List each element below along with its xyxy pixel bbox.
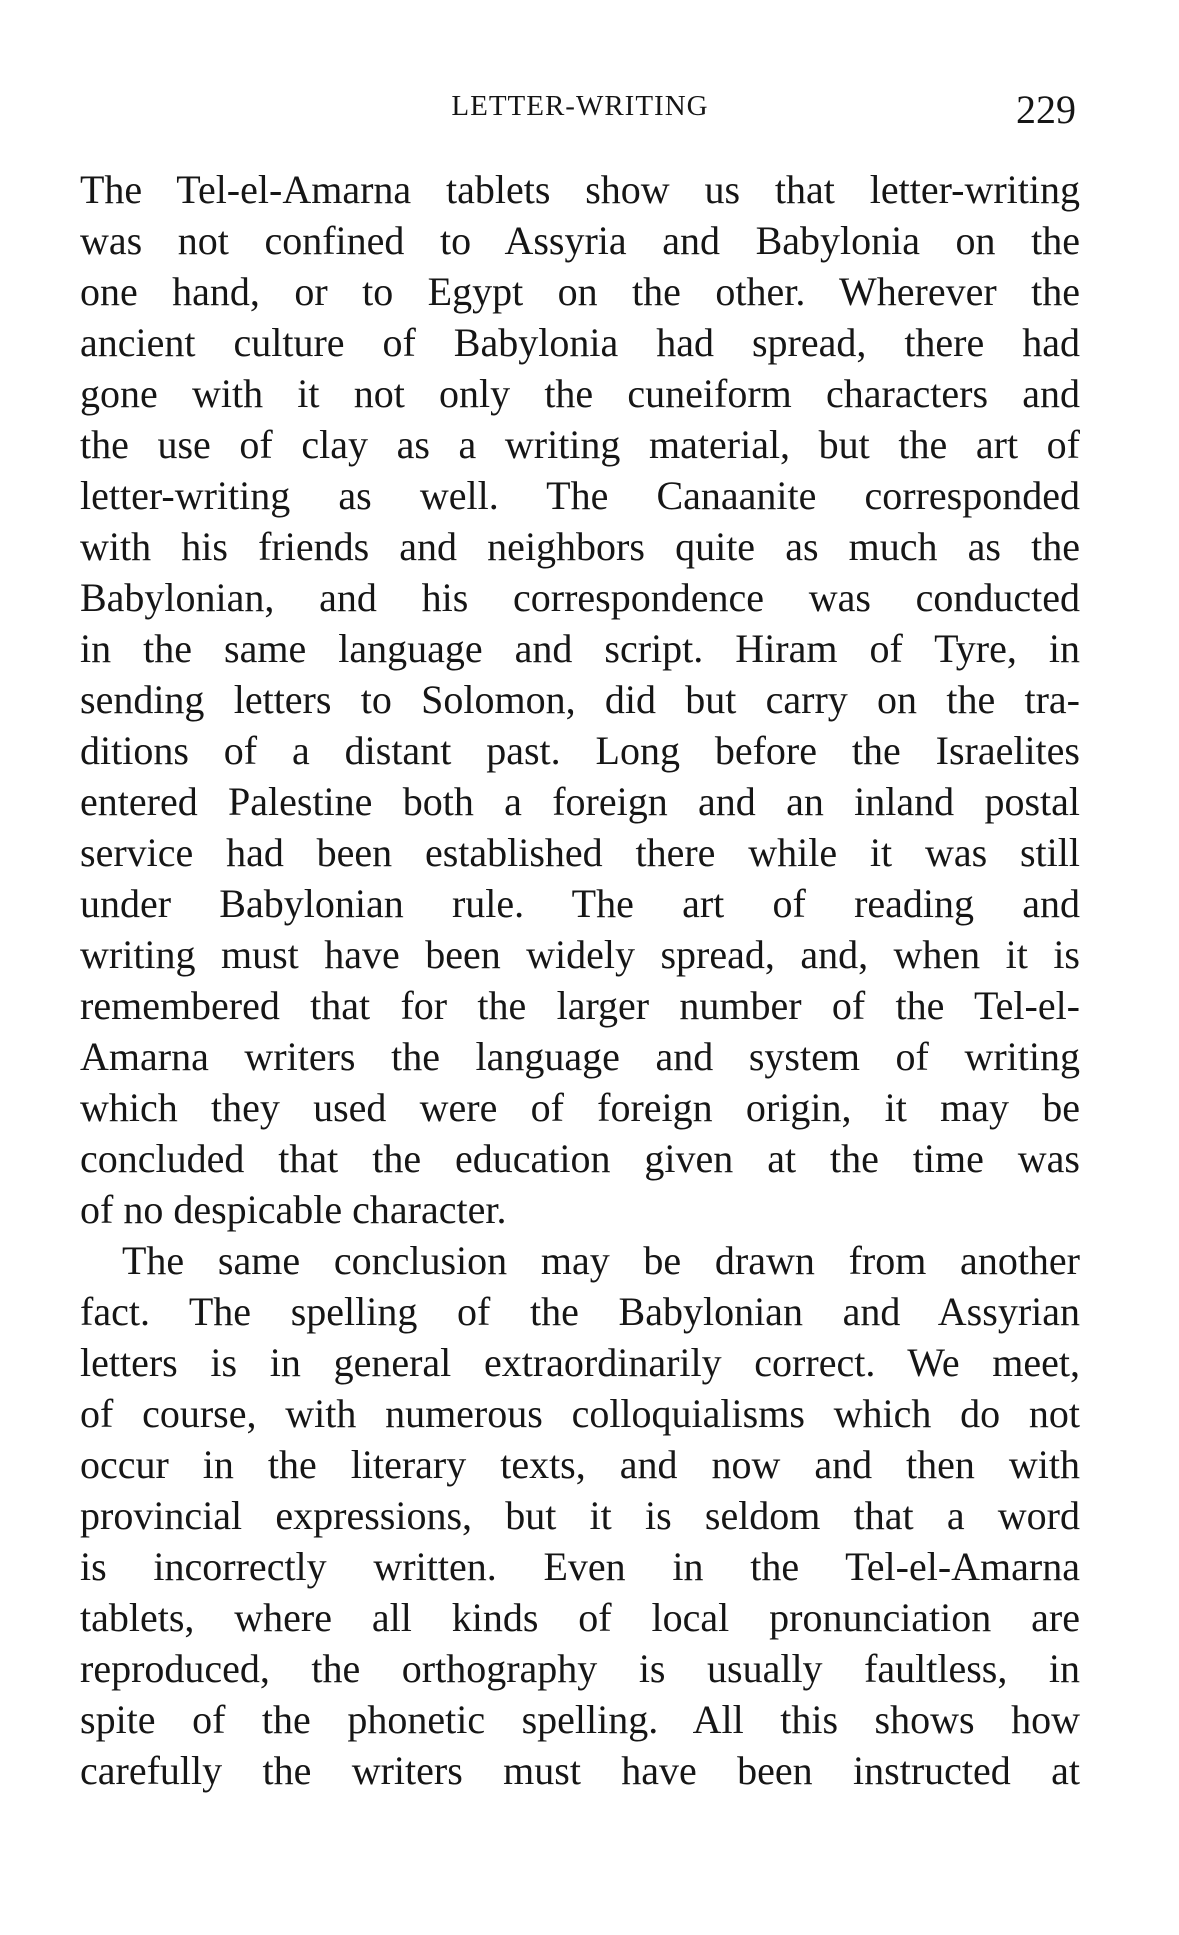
text-line: letter-writing as well. The Canaanite corresponded [80, 473, 1080, 518]
page-number: 229 [1016, 87, 1076, 132]
text-line: service had been established there while it was still [80, 830, 1080, 875]
text-line: of course, with numerous colloquialisms which do not [80, 1391, 1080, 1436]
text-line: letters is in general extraordinarily correct. We meet, [80, 1340, 1080, 1385]
running-head [80, 86, 1080, 136]
text-line: ditions of a distant past. Long before the Israelites [80, 728, 1080, 773]
text-line: sending letters to Solomon, did but carry on the tra- [80, 677, 1080, 722]
text-line: the use of clay as a writing material, but the art of [80, 422, 1080, 467]
text-line: The same conclusion may be drawn from another [122, 1238, 1080, 1283]
text-line: is incorrectly written. Even in the Tel-el-Amarna [80, 1544, 1080, 1589]
text-line: occur in the literary texts, and now and then with [80, 1442, 1080, 1487]
text-line: in the same language and script. Hiram of Tyre, in [80, 626, 1080, 671]
text-line: which they used were of foreign origin, it may be [80, 1085, 1080, 1130]
text-line: reproduced, the orthography is usually faultless, in [80, 1646, 1080, 1691]
text-line: fact. The spelling of the Babylonian and Assyrian [80, 1289, 1080, 1334]
text-line: remembered that for the larger number of the Tel-el- [80, 983, 1080, 1028]
text-line: of no despicable character. [80, 1187, 507, 1232]
text-line: tablets, where all kinds of local pronunciation are [80, 1595, 1080, 1640]
text-line: entered Palestine both a foreign and an inland postal [80, 779, 1080, 824]
text-line: carefully the writers must have been instructed at [80, 1748, 1080, 1793]
text-line: ancient culture of Babylonia had spread, there had [80, 320, 1080, 365]
text-line: The Tel-el-Amarna tablets show us that letter-writing [80, 167, 1080, 212]
body-text [80, 164, 1080, 1796]
text-line: with his friends and neighbors quite as much as the [80, 524, 1080, 569]
paragraph-1 [80, 164, 1080, 1235]
text-line: writing must have been widely spread, and, when it is [80, 932, 1080, 977]
paragraph-2 [80, 1235, 1080, 1796]
text-line: Babylonian, and his correspondence was conducted [80, 575, 1080, 620]
text-line: gone with it not only the cuneiform characters and [80, 371, 1080, 416]
text-line: concluded that the education given at the time was [80, 1136, 1080, 1181]
text-line: Amarna writers the language and system of writing [80, 1034, 1080, 1079]
text-line: provincial expressions, but it is seldom that a word [80, 1493, 1080, 1538]
text-line: under Babylonian rule. The art of reading and [80, 881, 1080, 926]
running-title: LETTER-WRITING [451, 90, 709, 122]
text-line: was not confined to Assyria and Babylonia on the [80, 218, 1080, 263]
text-line: spite of the phonetic spelling. All this shows how [80, 1697, 1080, 1742]
text-line: one hand, or to Egypt on the other. Wherever the [80, 269, 1080, 314]
